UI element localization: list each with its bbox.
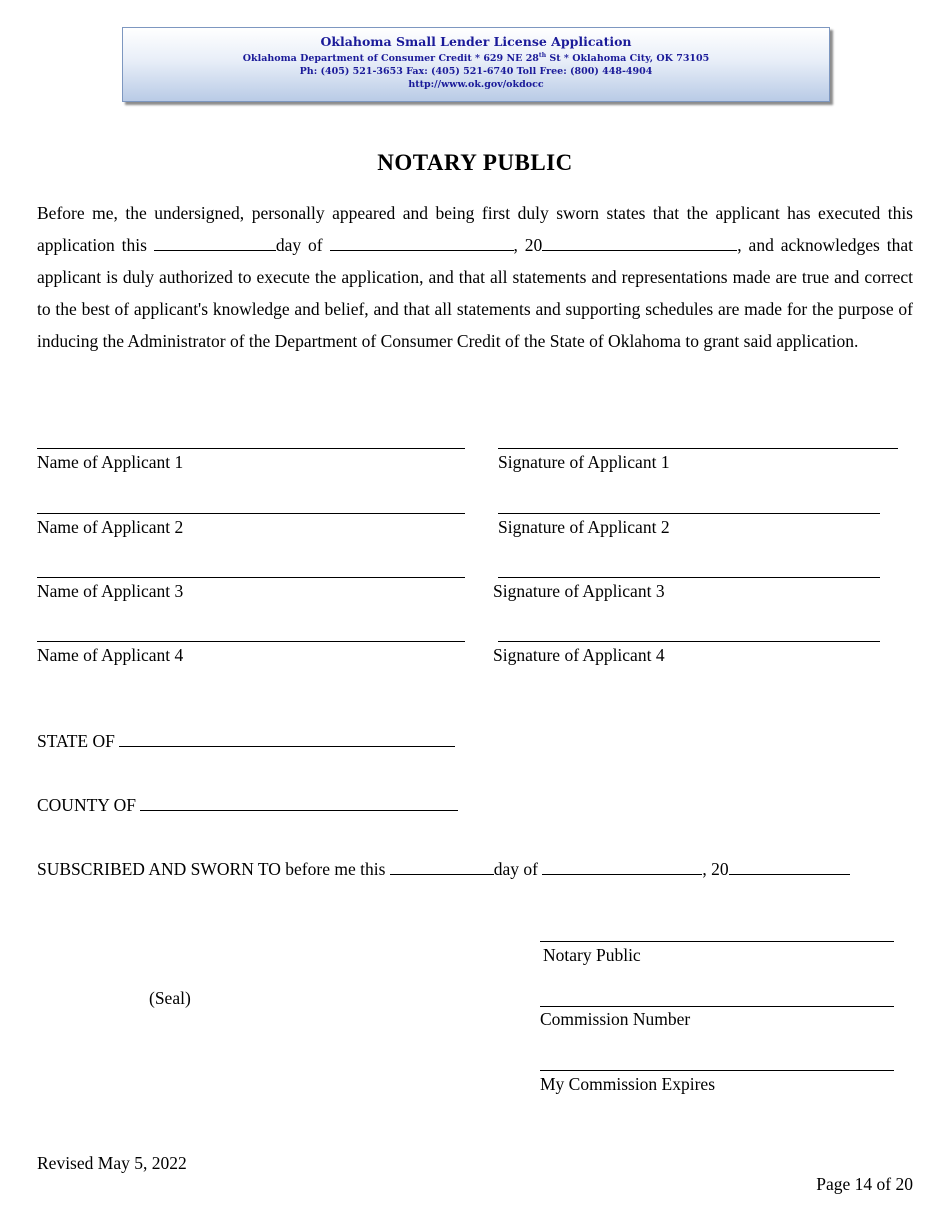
applicant-1-name-label: Name of Applicant 1 xyxy=(37,452,184,472)
applicant-2-signature-label: Signature of Applicant 2 xyxy=(498,517,670,537)
commission-number-line[interactable] xyxy=(540,1006,894,1007)
header-title: Oklahoma Small Lender License Application xyxy=(320,34,632,49)
notary-signature-line[interactable] xyxy=(540,941,894,942)
applicant-3-name-line[interactable] xyxy=(37,577,465,578)
applicant-3-name-label: Name of Applicant 3 xyxy=(37,581,184,601)
applicant-1-signature-line[interactable] xyxy=(498,448,898,449)
applicant-2-signature-line[interactable] xyxy=(498,513,880,514)
commission-expires-label: My Commission Expires xyxy=(540,1074,716,1094)
header-website-link[interactable]: http://www.ok.gov/okdocc xyxy=(408,79,544,91)
seal-label: (Seal) xyxy=(149,988,191,1008)
page-number: Page 14 of 20 xyxy=(816,1174,913,1194)
application-day-field[interactable] xyxy=(154,235,276,251)
applicant-3-signature-label: Signature of Applicant 3 xyxy=(493,581,665,601)
sworn-row: SUBSCRIBED AND SWORN TO before me this day of , 20 xyxy=(37,859,850,879)
applicant-4-name-line[interactable] xyxy=(37,641,465,642)
applicant-4-name-label: Name of Applicant 4 xyxy=(37,645,184,665)
sworn-month-field[interactable] xyxy=(542,860,702,875)
header-address: Oklahoma Department of Consumer Credit * 629 NE 28th St * Oklahoma City, OK 73105 xyxy=(242,52,710,65)
county-row: COUNTY OF xyxy=(37,795,458,815)
applicant-2-name-label: Name of Applicant 2 xyxy=(37,517,184,537)
affidavit-paragraph: Before me, the undersigned, personally appeared and being first duly sworn states that the applicant has executed this application this day of , 20 , and acknowledges that applicant is duly authorized to execute the application, and that all statements and representations made are true and correct to the best of applicant's knowledge and belief, and that all statements and supporting schedules are made for the purpose of inducing the Administrator of the Department of Consumer Credit of the State of Oklahoma to grant said application. xyxy=(37,203,913,351)
applicant-4-signature-line[interactable] xyxy=(498,641,880,642)
application-month-field[interactable] xyxy=(330,235,514,251)
notary-public-label: Notary Public xyxy=(543,945,641,965)
state-row: STATE OF xyxy=(37,731,455,751)
revised-date: Revised May 5, 2022 xyxy=(37,1153,187,1173)
applicant-1-signature-label: Signature of Applicant 1 xyxy=(498,452,670,472)
county-field[interactable] xyxy=(140,796,458,811)
applicant-2-name-line[interactable] xyxy=(37,513,465,514)
applicant-4-signature-label: Signature of Applicant 4 xyxy=(493,645,665,665)
application-year-field[interactable] xyxy=(542,235,737,251)
header-phones: Ph: (405) 521-3653 Fax: (405) 521-6740 Toll Free: (800) 448-4904 xyxy=(299,66,653,78)
commission-number-label: Commission Number xyxy=(540,1009,691,1029)
page-title: NOTARY PUBLIC xyxy=(377,150,573,175)
application-header xyxy=(122,27,830,102)
sworn-year-field[interactable] xyxy=(729,860,850,875)
state-field[interactable] xyxy=(119,732,455,747)
commission-expires-line[interactable] xyxy=(540,1070,894,1071)
applicant-1-name-line[interactable] xyxy=(37,448,465,449)
sworn-day-field[interactable] xyxy=(390,860,494,875)
applicant-3-signature-line[interactable] xyxy=(498,577,880,578)
